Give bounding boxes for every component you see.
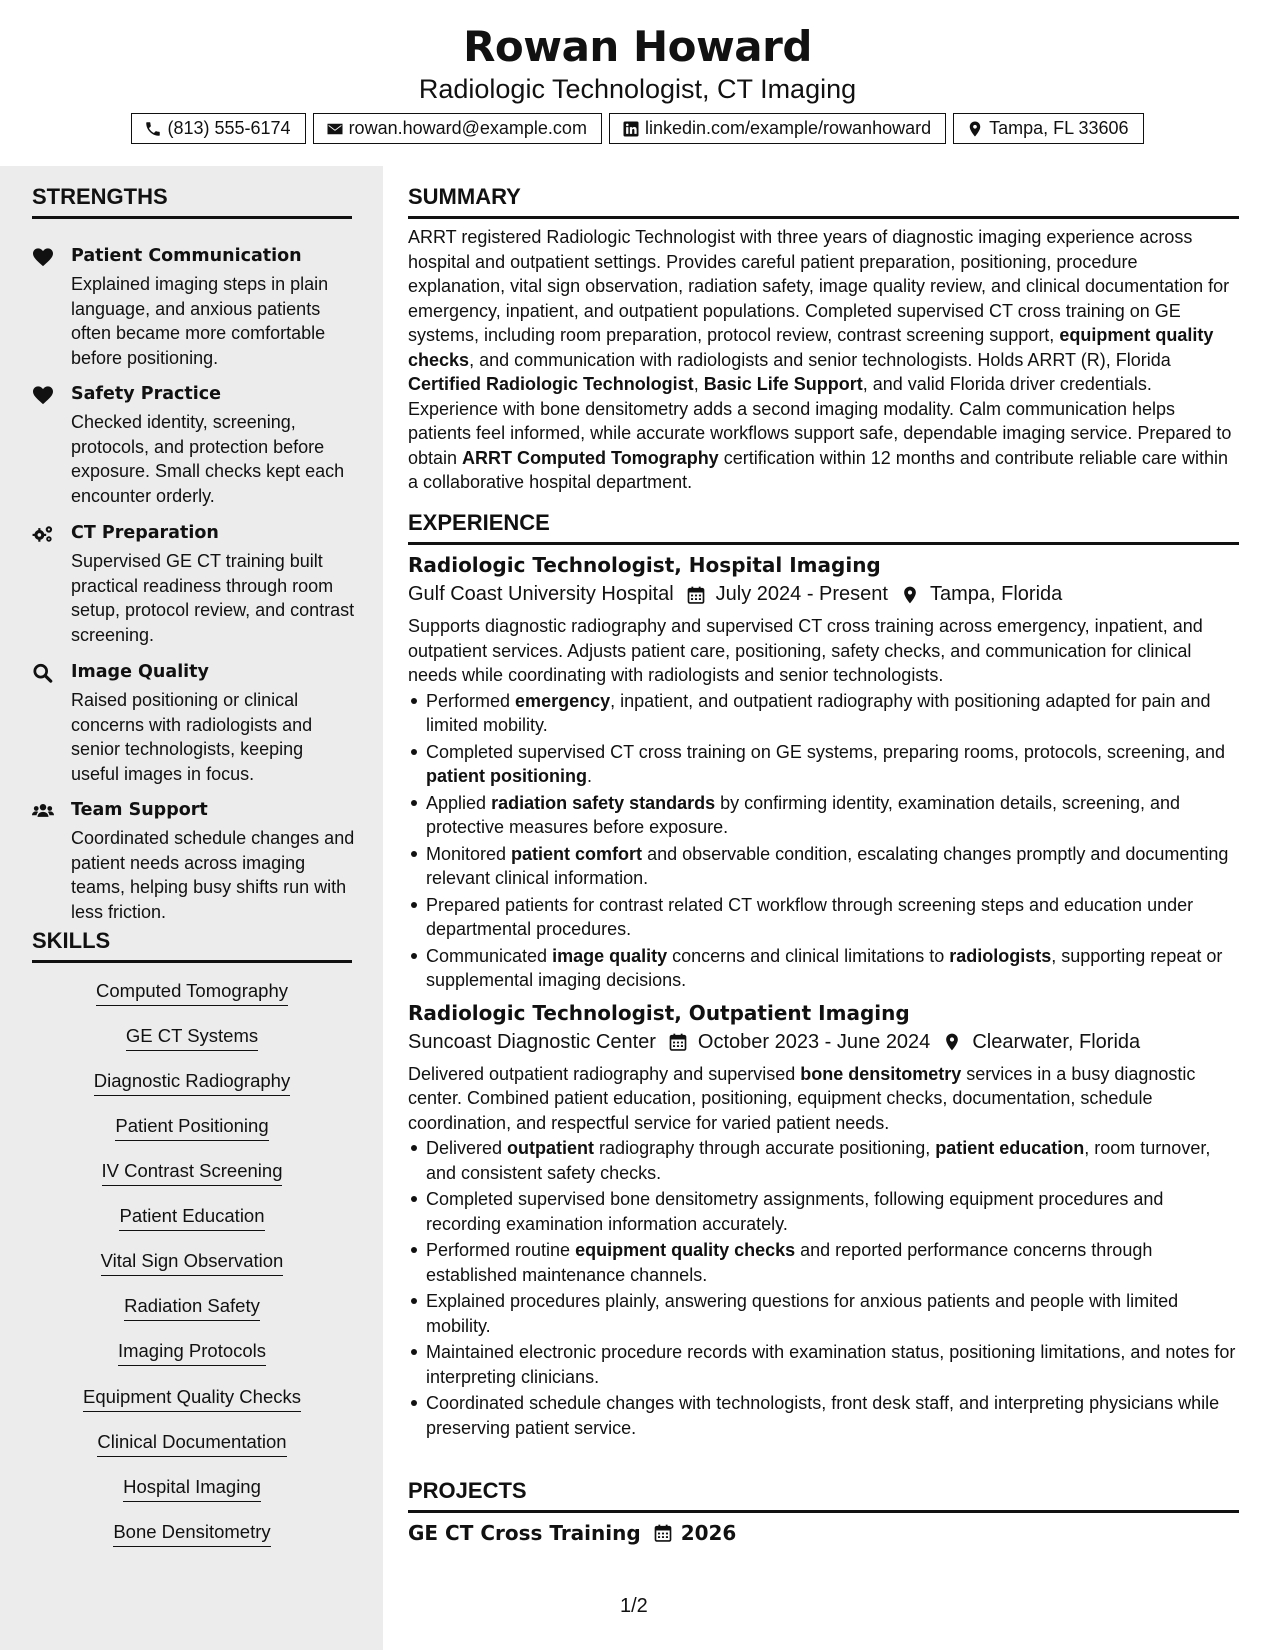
job-bullets [408,1136,1239,1440]
gears-icon [32,524,54,544]
emphasis-text: outpatient [507,1138,595,1158]
contact-linkedin[interactable] [609,113,946,144]
job-location: Clearwater, Florida [972,1030,1141,1053]
strength-desc: Coordinated schedule changes and patient needs across imaging teams, helping busy shifts run with less friction. [71,828,355,922]
job-role: Radiologic Technologist, Hospital Imaging [408,553,881,577]
skill-item [32,1160,352,1186]
job-summary: Delivered outpatient radiography and supervised bone densitometry services in a busy diagnostic center. Combined patient education, positioning, equipment checks, documentation, schedule coordination, and respectful service for varied patient needs. [408,1063,1196,1133]
calendar-icon [653,1523,673,1543]
strength-desc: Raised positioning or clinical concerns with radiologists and senior technologists, keeping useful images in focus. [71,690,313,784]
job-entry [408,1001,1239,1441]
skill-item [32,1115,352,1141]
strength-title: Patient Communication [71,246,302,266]
project-item [408,1521,1239,1545]
page-number: 1/2 [620,1595,648,1617]
emphasis-text: patient comfort [511,843,643,864]
skill-label: Hospital Imaging [123,1476,261,1502]
skill-label: Vital Sign Observation [101,1250,284,1276]
contact-phone[interactable] [131,113,305,144]
job-location: Tampa, Florida [929,583,1063,605]
heart-icon [32,385,54,405]
skill-item [32,1250,352,1276]
contact-email[interactable] [313,113,602,144]
job-bullet: Delivered outpatient radiography through accurate positioning, patient education, room turnover, and consistent safety checks. [408,1136,1239,1185]
project-year: 2026 [680,1521,737,1545]
strengths-section [32,184,355,922]
location-icon [966,120,984,138]
strength-desc: Explained imaging steps in plain language, and anxious patients often became more comfortable before positioning. [71,274,329,368]
contact-email-text: rowan.howard@example.com [348,118,587,138]
contact-linkedin-text: linkedin.com/example/rowanhoward [644,118,932,138]
project-name: GE CT Cross Training [408,1521,641,1545]
experience-heading: EXPERIENCE [408,510,1239,545]
emphasis-text: radiation safety standards [491,792,716,813]
job-entry [408,553,1239,993]
heart-icon [32,247,54,267]
emphasis-text: image quality [552,945,668,966]
emphasis-text: equipment quality checks [575,1240,796,1260]
job-bullet: Applied radiation safety standards by confirming identity, examination details, screening, and protective measures before exposure. [408,791,1239,840]
calendar-icon [686,585,706,605]
sidebar [0,166,383,1650]
job-meta [408,1031,1239,1054]
skill-label: Clinical Documentation [97,1431,286,1457]
skill-item [32,1340,352,1366]
contact-location-text: Tampa, FL 33606 [989,118,1129,138]
skill-label: Diagnostic Radiography [94,1070,290,1096]
job-org: Gulf Coast University Hospital [408,583,674,605]
emphasis-text: patient positioning [426,766,587,786]
phone-icon [144,120,162,138]
skill-item [32,1025,352,1051]
resume-header [0,0,1275,166]
job-bullet: Completed supervised CT cross training on GE systems, preparing rooms, protocols, screening, and patient positioning. [408,740,1239,789]
job-bullet: Completed supervised bone densitometry assignments, following equipment procedures and recording examination information accurately. [408,1187,1239,1236]
emphasis-text: radiologists [949,945,1052,966]
magnifier-icon [32,663,54,683]
job-role: Radiologic Technologist, Outpatient Imaging [408,1000,910,1025]
skill-item [32,1431,352,1457]
projects-heading: PROJECTS [408,1478,1239,1513]
skill-label: Patient Positioning [115,1115,268,1141]
job-dates: July 2024 - Present [715,583,888,605]
skill-label: Equipment Quality Checks [83,1386,301,1412]
skills-heading: SKILLS [32,928,352,963]
envelope-icon [326,120,344,138]
job-bullet: Performed emergency, inpatient, and outpatient radiography with positioning adapted for pain and limited mobility. [408,689,1239,738]
linkedin-icon [622,120,640,138]
users-icon [32,801,54,821]
skill-label: Radiation Safety [124,1295,260,1321]
candidate-title: Radiologic Technologist, CT Imaging [418,74,857,104]
skill-label: Bone Densitometry [113,1521,270,1547]
job-bullet: Monitored patient comfort and observable condition, escalating changes promptly and documenting relevant clinical information. [408,842,1239,891]
emphasis-text: emergency [515,690,611,711]
strength-desc: Checked identity, screening, protocols, and protection before exposure. Small checks kept each encounter orderly. [71,412,345,506]
skill-label: IV Contrast Screening [102,1160,283,1186]
emphasis-text: bone densitometry [800,1063,962,1084]
job-bullet: Communicated image quality concerns and clinical limitations to radiologists, supporting repeat or supplemental imaging decisions. [408,944,1239,993]
skill-item [32,1295,352,1321]
job-bullet: Prepared patients for contrast related CT workflow through screening steps and education under departmental procedures. [408,893,1239,942]
experience-section [408,510,1239,1442]
skill-label: GE CT Systems [126,1025,258,1051]
emphasis-text: Basic Life Support [703,374,863,394]
strength-desc: Supervised GE CT training built practical readiness through room setup, protocol review, and contrast screening. [71,551,355,645]
job-org: Suncoast Diagnostic Center [408,1030,656,1053]
job-bullet: Performed routine equipment quality checks and reported performance concerns through established maintenance channels. [408,1238,1239,1287]
summary-section [408,184,1239,495]
location-icon [900,585,920,605]
emphasis-text: Certified Radiologic Technologist [408,374,694,394]
skill-label: Computed Tomography [96,980,288,1006]
skill-item [32,1205,352,1231]
strength-title: CT Preparation [71,523,219,543]
location-icon [942,1032,962,1052]
strengths-heading: STRENGTHS [32,184,352,219]
projects-section [408,1478,1239,1545]
emphasis-text: patient education [935,1138,1085,1158]
job-bullets [408,689,1239,993]
skill-item [32,1070,352,1096]
skills-section [32,928,352,1542]
skill-label: Patient Education [119,1205,264,1231]
emphasis-text: ARRT Computed Tomography [462,447,719,468]
job-bullet: Maintained electronic procedure records with examination status, positioning limitations, and notes for interpreting clinicians. [408,1340,1239,1389]
contact-row [0,113,1275,144]
job-meta [408,583,1239,606]
summary-heading: SUMMARY [408,184,1239,219]
job-bullet: Explained procedures plainly, answering questions for anxious patients and people with limited mobility. [408,1289,1239,1338]
job-dates: October 2023 - June 2024 [697,1030,931,1053]
emphasis-text: equipment quality checks [408,325,1214,370]
summary-text: ARRT registered Radiologic Technologist with three years of diagnostic imaging experience across hospital and outpatient settings. Provides careful patient preparation, positioning, procedure explanation, vital sign observation, radiation safety, image quality review, and clinical documentation for emergency, inpatient, and outpatient populations. Completed supervised CT cross training on GE systems, including room preparation, protocol review, contrast screening support, equipment quality checks, and communication with radiologists and senior technologists. Holds ARRT (R), Florida Certified Radiologic Technologist, Basic Life Support, and valid Florida driver credentials. Experience with bone densitometry adds a second imaging modality. Calm communication helps patients feel informed, while accurate workflows support safe, dependable imaging service. Prepared to obtain ARRT Computed Tomography certification within 12 months and contribute reliable care within a collaborative hospital department. [408,227,1232,492]
job-summary: Supports diagnostic radiography and supervised CT cross training across emergency, inpatient, and outpatient services. Adjusts patient care, positioning, safety checks, and communication for clinical needs while coordinating with radiologists and senior technologists. [408,616,1203,685]
skill-label: Imaging Protocols [118,1340,266,1366]
contact-location[interactable] [953,113,1143,144]
skill-item [32,1386,352,1412]
skill-item [32,980,352,1006]
skill-item [32,1521,352,1547]
calendar-icon [668,1032,688,1052]
skill-item [32,1476,352,1502]
strength-title: Image Quality [71,662,209,682]
contact-phone-text: (813) 555-6174 [167,118,291,138]
strength-title: Safety Practice [71,384,222,404]
candidate-name: Rowan Howard [463,22,812,71]
job-bullet: Coordinated schedule changes with technologists, front desk staff, and interpreting physicians while preserving patient service. [408,1391,1239,1440]
strength-title: Team Support [71,800,208,820]
